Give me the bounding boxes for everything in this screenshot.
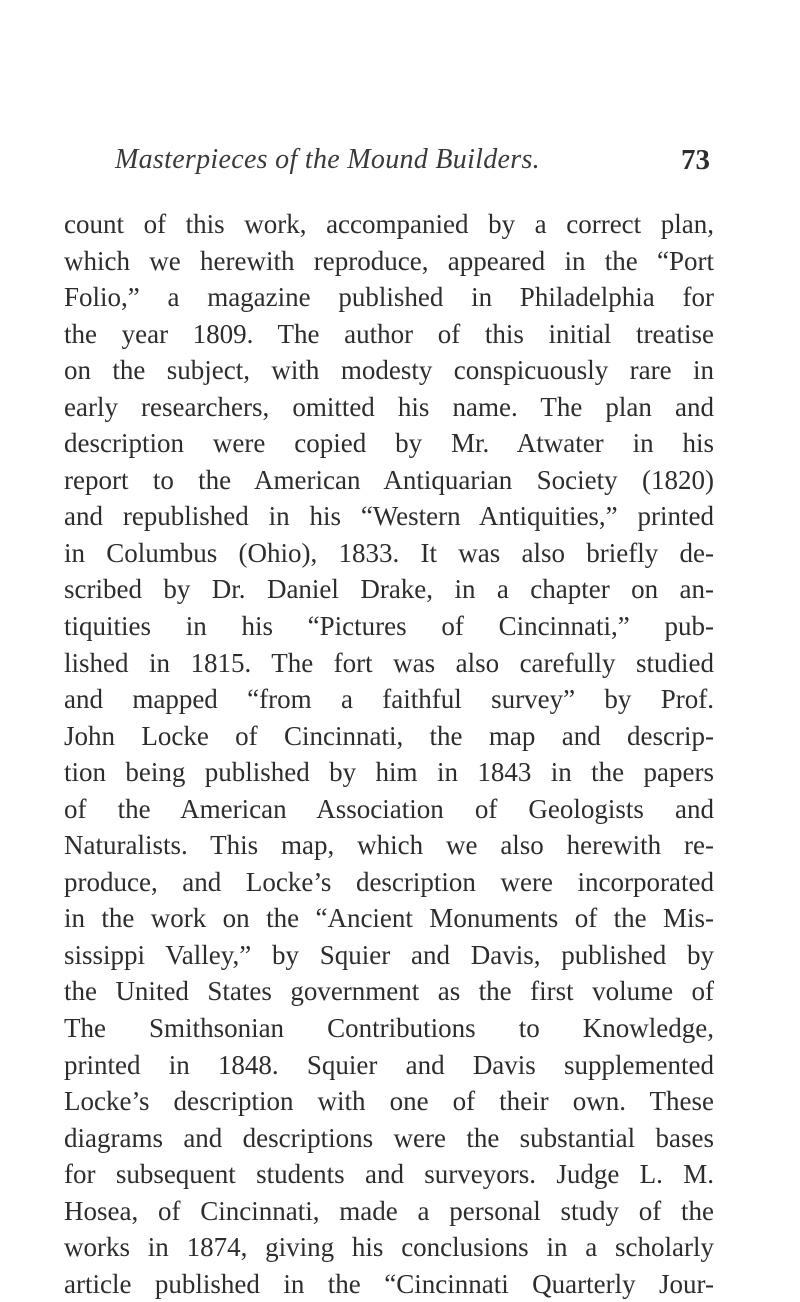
text-line: and mapped “from a faithful survey” by Prof. <box>64 684 714 715</box>
text-line: count of this work, accompanied by a correct plan, <box>64 209 714 239</box>
running-head <box>115 144 710 184</box>
text-line: for subsequent students and surveyors. Judge L. M. <box>64 1159 714 1190</box>
text-line: sissippi Valley,” by Squier and Davis, published by <box>64 939 714 970</box>
text-line: Folio,” a magazine published in Philadelphia for <box>64 282 714 313</box>
text-line: article published in the “Cincinnati Quarterly Jour- <box>64 1268 714 1299</box>
text-line: in Columbus (Ohio), 1833. It was also briefly de- <box>64 537 714 568</box>
text-line: the United States government as the first volume of <box>64 976 714 1007</box>
text-line: and republished in his “Western Antiquities,” printed <box>64 501 714 532</box>
body-text <box>64 206 714 1302</box>
text-line: tiquities in his “Pictures of Cincinnati,” pub- <box>64 611 714 642</box>
text-line: printed in 1848. Squier and Davis supplemented <box>64 1049 714 1080</box>
text-line: description were copied by Mr. Atwater in his <box>64 428 714 459</box>
text-line: diagrams and descriptions were the substantial bases <box>64 1122 714 1153</box>
page-number: 73 <box>681 144 710 176</box>
text-line: tion being published by him in 1843 in the papers <box>64 757 714 788</box>
text-line: John Locke of Cincinnati, the map and descrip- <box>64 720 714 751</box>
text-line: lished in 1815. The fort was also carefully studied <box>64 647 714 678</box>
text-line: produce, and Locke’s description were incorporated <box>64 866 714 897</box>
text-line: of the American Association of Geologists and <box>64 793 714 824</box>
text-line: scribed by Dr. Daniel Drake, in a chapter on an- <box>64 574 714 605</box>
text-line: on the subject, with modesty conspicuously rare in <box>64 355 714 386</box>
text-line: Hosea, of Cincinnati, made a personal study of the <box>64 1195 714 1226</box>
text-line: works in 1874, giving his conclusions in a scholarly <box>64 1232 714 1263</box>
text-line: which we herewith reproduce, appeared in the “Port <box>64 245 714 276</box>
text-line: The Smithsonian Contributions to Knowledge, <box>64 1013 714 1044</box>
text-line: the year 1809. The author of this initial treatise <box>64 318 714 349</box>
text-line: in the work on the “Ancient Monuments of the Mis- <box>64 903 714 934</box>
text-line: Locke’s description with one of their own. These <box>64 1086 714 1117</box>
text-line: early researchers, omitted his name. The plan and <box>64 391 714 422</box>
text-line: report to the American Antiquarian Society (1820) <box>64 464 714 495</box>
running-title: Masterpieces of the Mound Builders. <box>115 144 540 175</box>
text-line: Naturalists. This map, which we also herewith re- <box>64 830 714 861</box>
